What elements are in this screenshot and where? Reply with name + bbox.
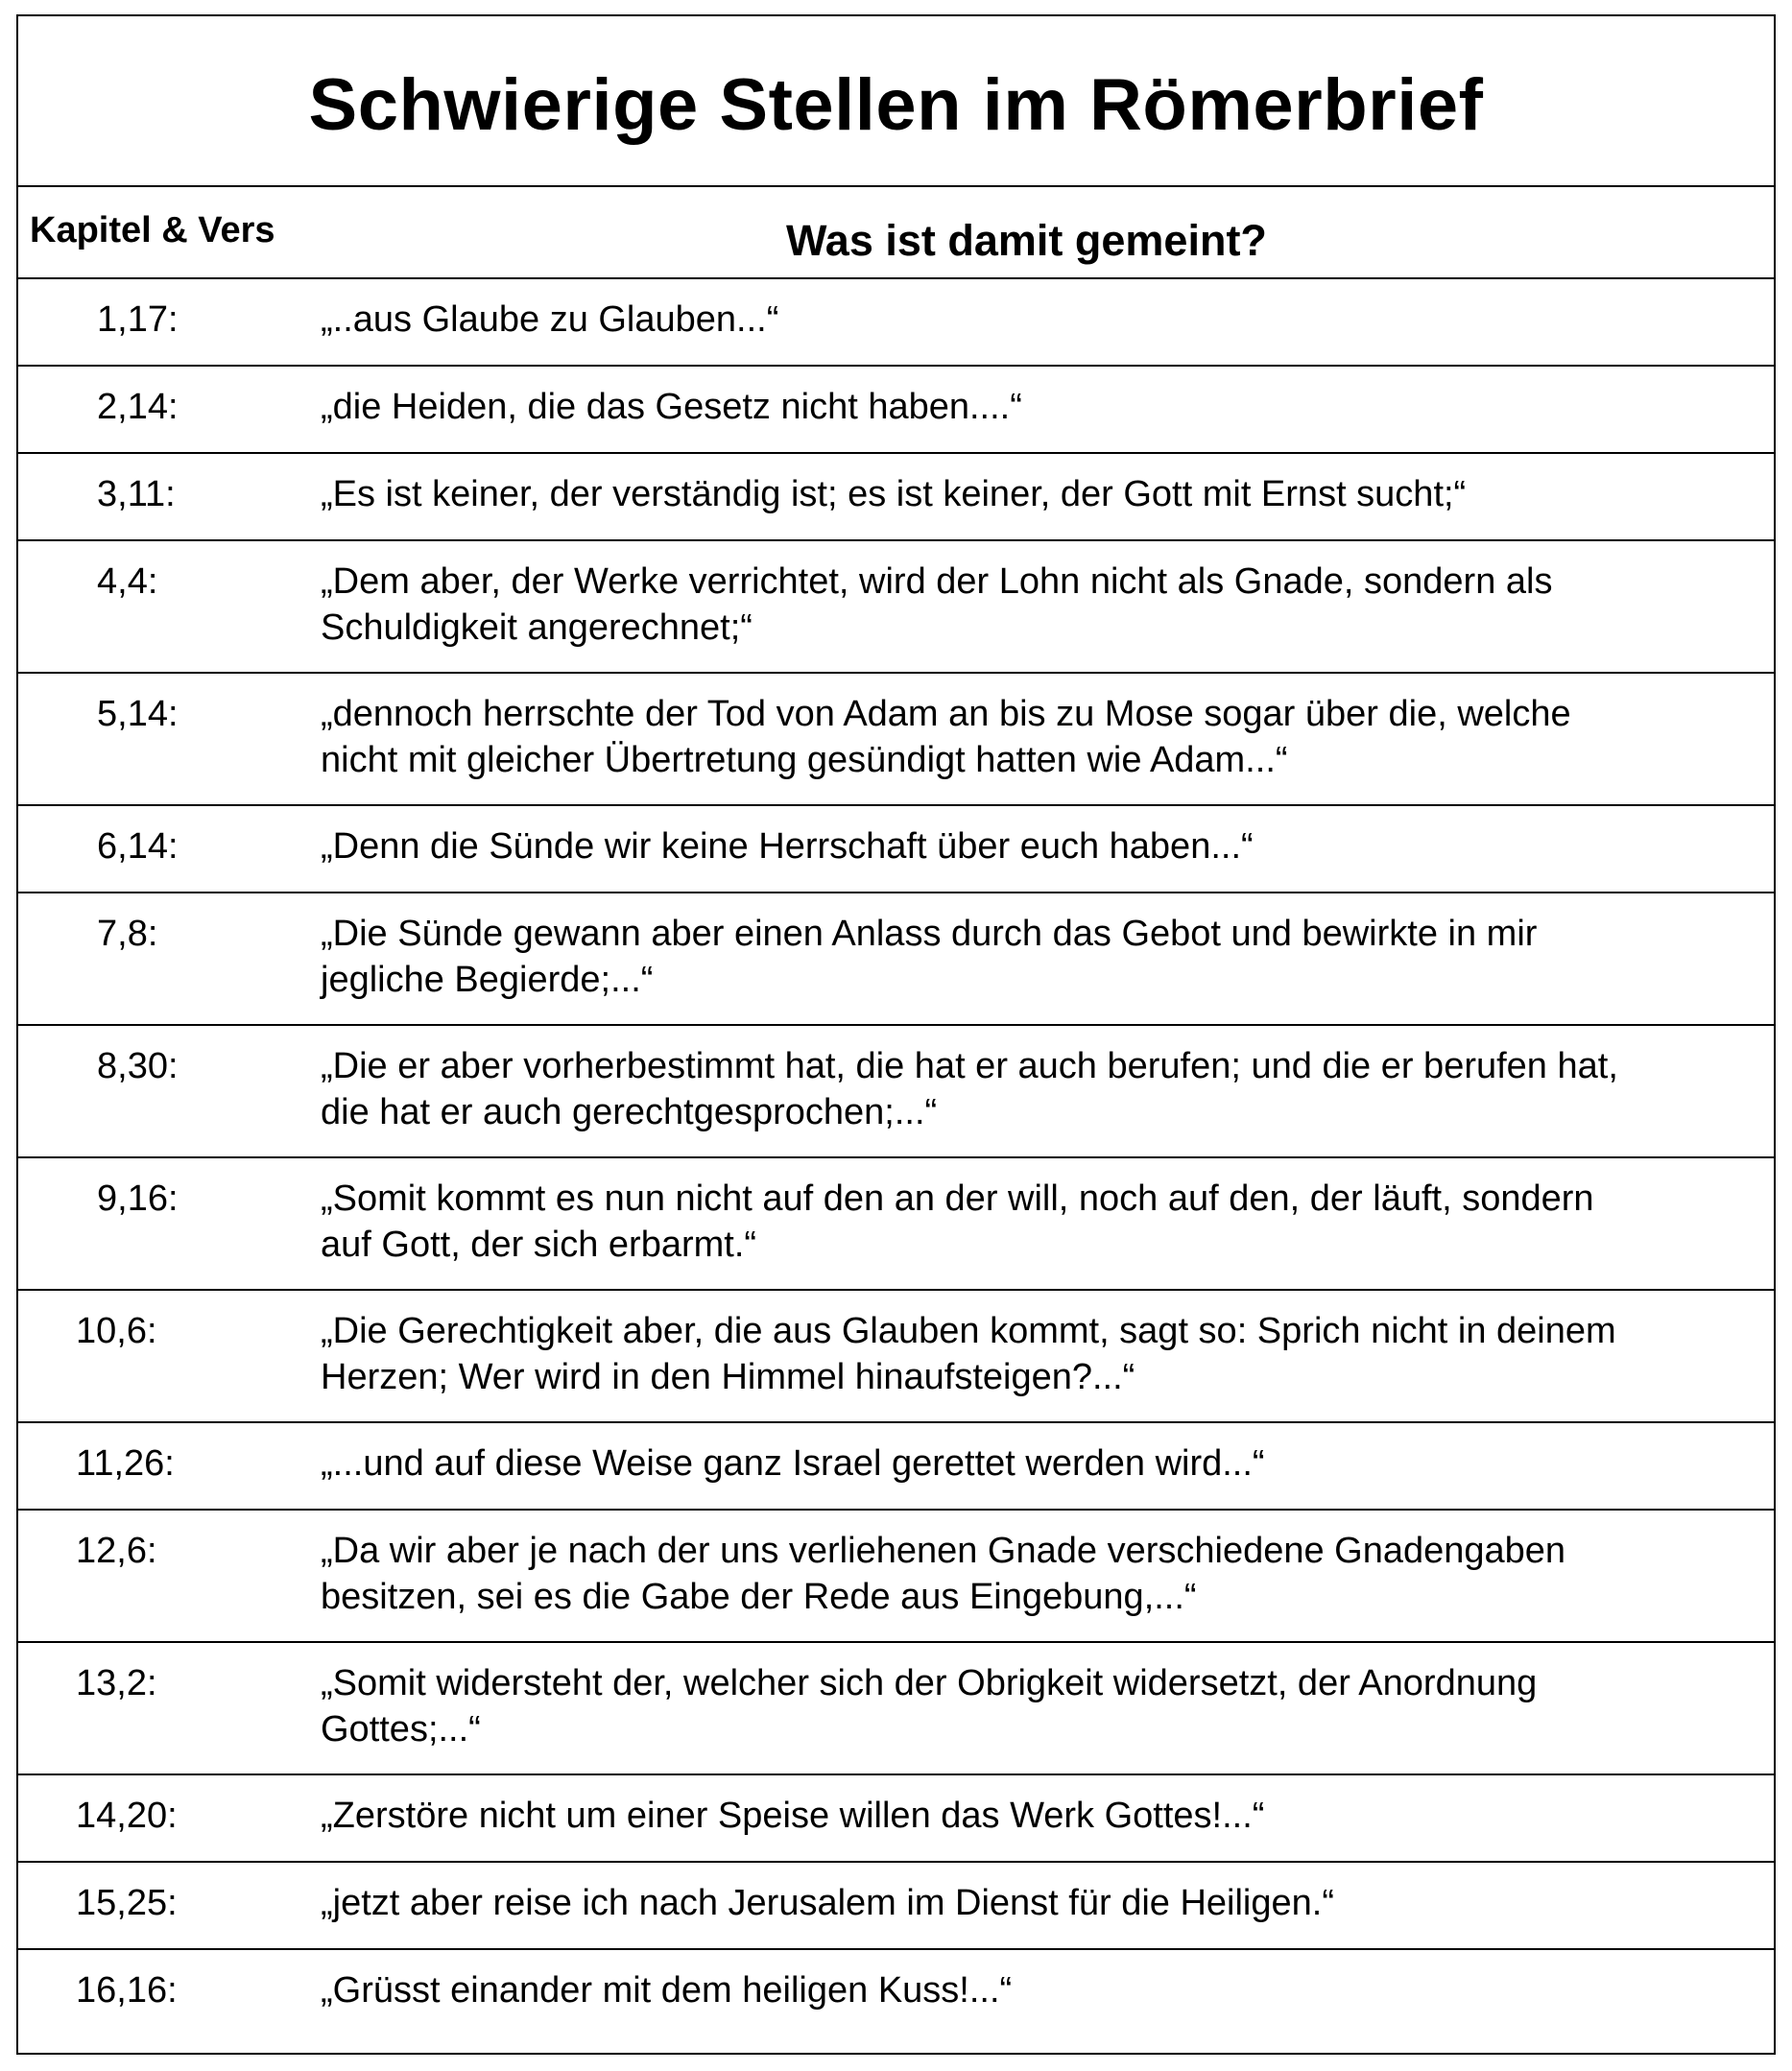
verse-reference: 2,14: [97,387,179,427]
verse-reference: 14,20: [76,1796,178,1836]
verse-reference: 1,17: [97,299,179,340]
table-row [18,1511,1774,1643]
verse-reference: 7,8: [97,914,158,954]
verse-quote: „Denn die Sünde wir keine Herrschaft über euch haben...“ [321,826,1254,867]
verse-quote: „Die er aber vorherbestimmt hat, die hat er auch berufen; und die er berufen hat, die hat er auch gerechtgesprochen;...“ [321,1046,1618,1132]
verse-quote: „Grüsst einander mit dem heiligen Kuss!...“ [321,1970,1013,2011]
table-row [18,1775,1774,1863]
verse-quote: „Dem aber, der Werke verrichtet, wird der Lohn nicht als Gnade, sondern als Schuldigkeit angerechnet;“ [321,561,1553,648]
verse-quote: „...und auf diese Weise ganz Israel gerettet werden wird...“ [321,1443,1265,1484]
verse-quote: „dennoch herrschte der Tod von Adam an bis zu Mose sogar über die, welche nicht mit gleicher Übertretung gesündigt hatten wie Adam...“ [321,694,1571,780]
table-row [18,367,1774,454]
verse-reference: 8,30: [97,1046,179,1086]
column-header-meaning: Was ist damit gemeint? [786,216,1267,265]
verse-reference: 3,11: [97,474,176,514]
verse-quote: „die Heiden, die das Gesetz nicht haben....“ [321,387,1022,427]
table-row [18,1291,1774,1423]
table-row [18,1863,1774,1950]
verse-reference: 15,25: [76,1883,178,1923]
verse-reference: 9,16: [97,1178,179,1219]
verse-reference: 12,6: [76,1531,157,1571]
table-row [18,454,1774,541]
verse-reference: 13,2: [76,1663,157,1703]
verse-reference: 11,26: [76,1443,175,1484]
verse-reference: 10,6: [76,1311,157,1351]
verse-quote: „Da wir aber je nach der uns verliehenen Gnade verschiedene Gnadengaben besitzen, sei es die Gabe der Rede aus Eingebung,...“ [321,1531,1566,1617]
table-row [18,541,1774,674]
table-row [18,1423,1774,1511]
verse-quote: „jetzt aber reise ich nach Jerusalem im Dienst für die Heiligen.“ [321,1883,1334,1923]
column-header-row [18,187,1774,279]
verse-quote: „Zerstöre nicht um einer Speise willen das Werk Gottes!...“ [321,1796,1265,1836]
title-row [18,16,1774,187]
table-row [18,674,1774,806]
verse-reference: 4,4: [97,561,158,602]
table-row [18,1643,1774,1775]
page-title: Schwierige Stellen im Römerbrief [308,63,1484,146]
verse-quote: „..aus Glaube zu Glauben...“ [321,299,779,340]
verse-quote: „Somit widersteht der, welcher sich der Obrigkeit widersetzt, der Anordnung Gottes;...“ [321,1663,1538,1750]
verse-quote: „Die Gerechtigkeit aber, die aus Glauben kommt, sagt so: Sprich nicht in deinem Herzen; Wer wird in den Himmel hinaufsteigen?...“ [321,1311,1616,1397]
table-row [18,279,1774,367]
table-row [18,806,1774,893]
verse-reference: 16,16: [76,1970,178,2011]
table-row [18,1026,1774,1158]
table-row [18,1950,1774,2037]
worksheet-table [16,14,1776,2055]
verse-reference: 6,14: [97,826,179,867]
column-header-reference: Kapitel & Vers [30,210,275,250]
table-row [18,1158,1774,1291]
verse-quote: „Es ist keiner, der verständig ist; es ist keiner, der Gott mit Ernst sucht;“ [321,474,1467,514]
table-row [18,893,1774,1026]
verse-quote: „Somit kommt es nun nicht auf den an der will, noch auf den, der läuft, sondern auf Gott, der sich erbarmt.“ [321,1178,1594,1265]
verse-quote: „Die Sünde gewann aber einen Anlass durch das Gebot und bewirkte in mir jegliche Begierde;...“ [321,914,1538,1000]
verse-reference: 5,14: [97,694,179,734]
